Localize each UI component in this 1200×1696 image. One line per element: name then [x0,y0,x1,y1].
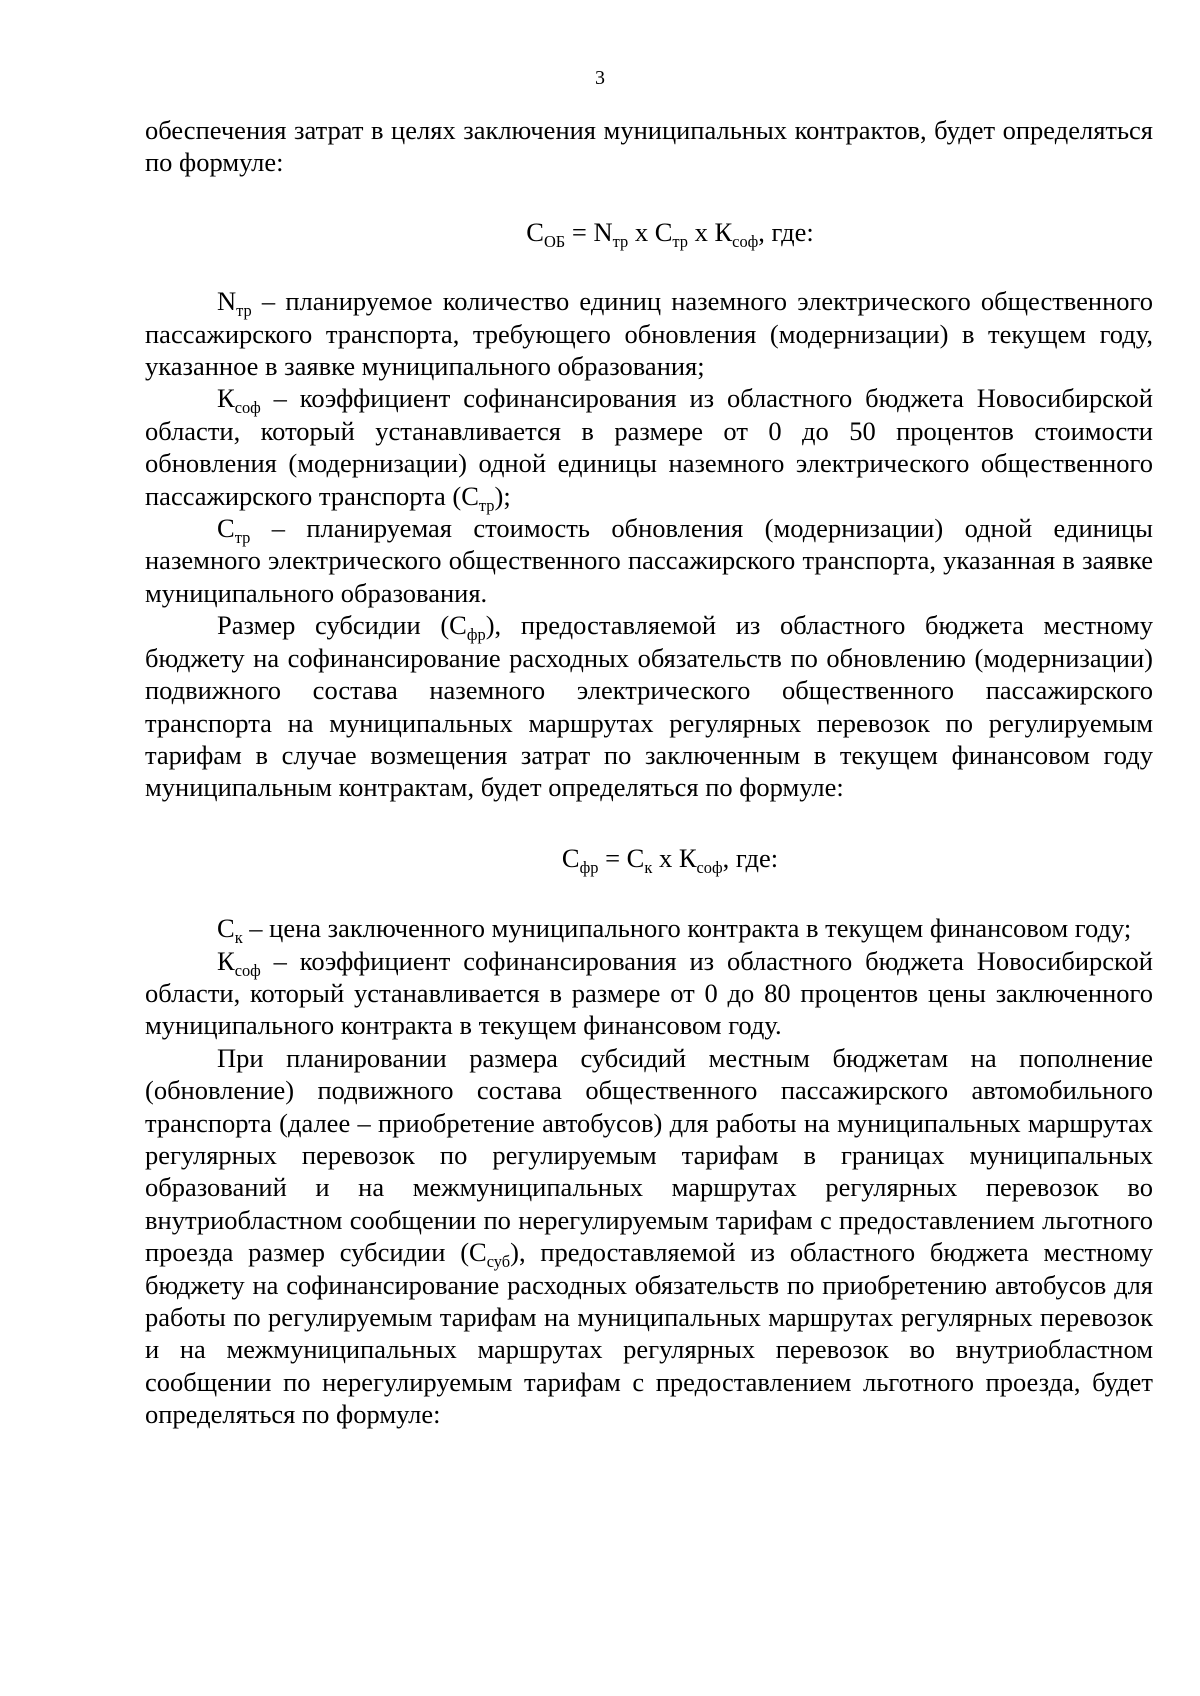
definition-text: – планируемое количество единиц наземного электрического общественного пассажирского транспорта, требующего обновления (модернизации) в текущем году, указанное в заявке муниципального образования; [145,286,1153,382]
formula-tail: , где: [722,842,779,873]
inline-symbol: С [449,610,467,641]
paragraph-text: ), предоставляемой из областного бюджета местному бюджету на софинансирование расходных обязательств по обновлению (модернизации) подвижного состава наземного электрического общественного пассажирского транспорта на муниципальных маршрутах регулярных перевозок по регулируемым тарифам в случае возмещения затрат по заключенным в текущем финансовом году муниципальным контрактам, будет определяться по формуле: [145,610,1153,803]
formula-subscript: к [644,857,653,877]
formula-symbol: N [593,216,613,247]
buses-paragraph [145,1042,1153,1431]
formula-subscript: тр [612,231,629,251]
inline-subscript: суб [486,1251,511,1271]
formula-operator: х [628,216,655,247]
definition-text: – коэффициент софинансирования из областного бюджета Новосибирской области, который устанавливается в размере от 0 до 50 процентов стоимости обновления (модернизации) одной единицы наземного электрического общественного пассажирского транспорта ( [145,383,1153,511]
formula-cob [145,216,1153,251]
formula-operator: = [565,216,594,247]
inline-symbol: С [469,1237,487,1268]
formula-operator: х [652,842,679,873]
reference-subscript: тр [478,495,495,515]
intro-paragraph: обеспечения затрат в целях заключения муниципальных контрактов, будет определяться по формуле: [145,115,1153,178]
formula-symbol: С [561,842,580,873]
definition-symbol: К [217,383,235,414]
paragraph-text: При планировании размера субсидий местным бюджетам на пополнение (обновление) подвижного состава общественного пассажирского автомобильного транспорта (далее – приобретение автобусов) для работы на муниципальных маршрутах регулярных перевозок по регулируемым тарифам в границах муниципальных образований и на межмуниципальных маршрутах регулярных перевозок во внутриобластном сообщении по нерегулируемым тарифам с предоставлением льготного проезда размер субсидии ( [145,1042,1153,1268]
formula-symbol: С [526,216,544,247]
page-number: 3 [595,67,605,89]
formula-subscript: фр [579,857,599,877]
definition-subscript: тр [234,527,251,547]
formula-tail: , где: [758,216,814,247]
subsidy-paragraph [145,609,1153,803]
paragraph-text: Размер субсидии ( [217,610,450,641]
formula-symbol: С [626,842,645,873]
definition-ksof-2 [145,945,1153,1042]
definition-symbol: С [217,913,235,944]
definition-text: – коэффициент софинансирования из областного бюджета Новосибирской области, который устанавливается в размере от 0 до 80 процентов цены заключенного муниципального контракта в текущем финансовом году. [145,945,1153,1041]
definition-ctr [145,512,1153,609]
formula-subscript: ОБ [543,231,566,251]
definition-subscript: тр [236,300,252,320]
definition-text: – цена заключенного муниципального контракта в текущем финансовом году; [242,913,1132,944]
definition-text: – планируемая стоимость обновления (модернизации) одной единицы наземного электрического общественного пассажирского транспорта, указанная в заявке муниципального образования. [145,513,1153,608]
definition-symbol: К [217,945,235,976]
definition-end: ); [494,480,511,511]
definition-ck [145,912,1153,947]
formula-subscript: соф [696,857,723,877]
document-body [145,114,1153,1431]
definition-subscript: соф [234,398,261,418]
definition-subscript: соф [234,960,261,980]
formula-cfr [145,842,1153,877]
definition-symbol: N [217,286,237,317]
paragraph-text: ), предоставляемой из областного бюджета местному бюджету на софинансирование расходных обязательств по приобретению автобусов для работы по регулируемым тарифам на муниципальных маршрутах регулярных перевозок и на межмуниципальных маршрутах регулярных перевозок во внутриобластном сообщении по нерегулируемым тарифам с предоставлением льготного проезда, будет определяться по формуле: [145,1237,1153,1430]
reference-symbol: С [461,480,479,511]
definition-symbol: С [217,513,235,544]
definition-subscript: к [234,927,243,947]
inline-subscript: фр [466,625,486,645]
definition-ksof-1 [145,382,1153,515]
formula-symbol: С [654,216,673,247]
formula-operator: х [687,216,715,247]
formula-subscript: соф [732,231,759,251]
formula-operator: = [598,842,627,873]
formula-symbol: К [678,842,697,873]
definition-ntr [145,285,1153,382]
formula-subscript: тр [672,231,688,251]
formula-symbol: К [714,216,733,247]
